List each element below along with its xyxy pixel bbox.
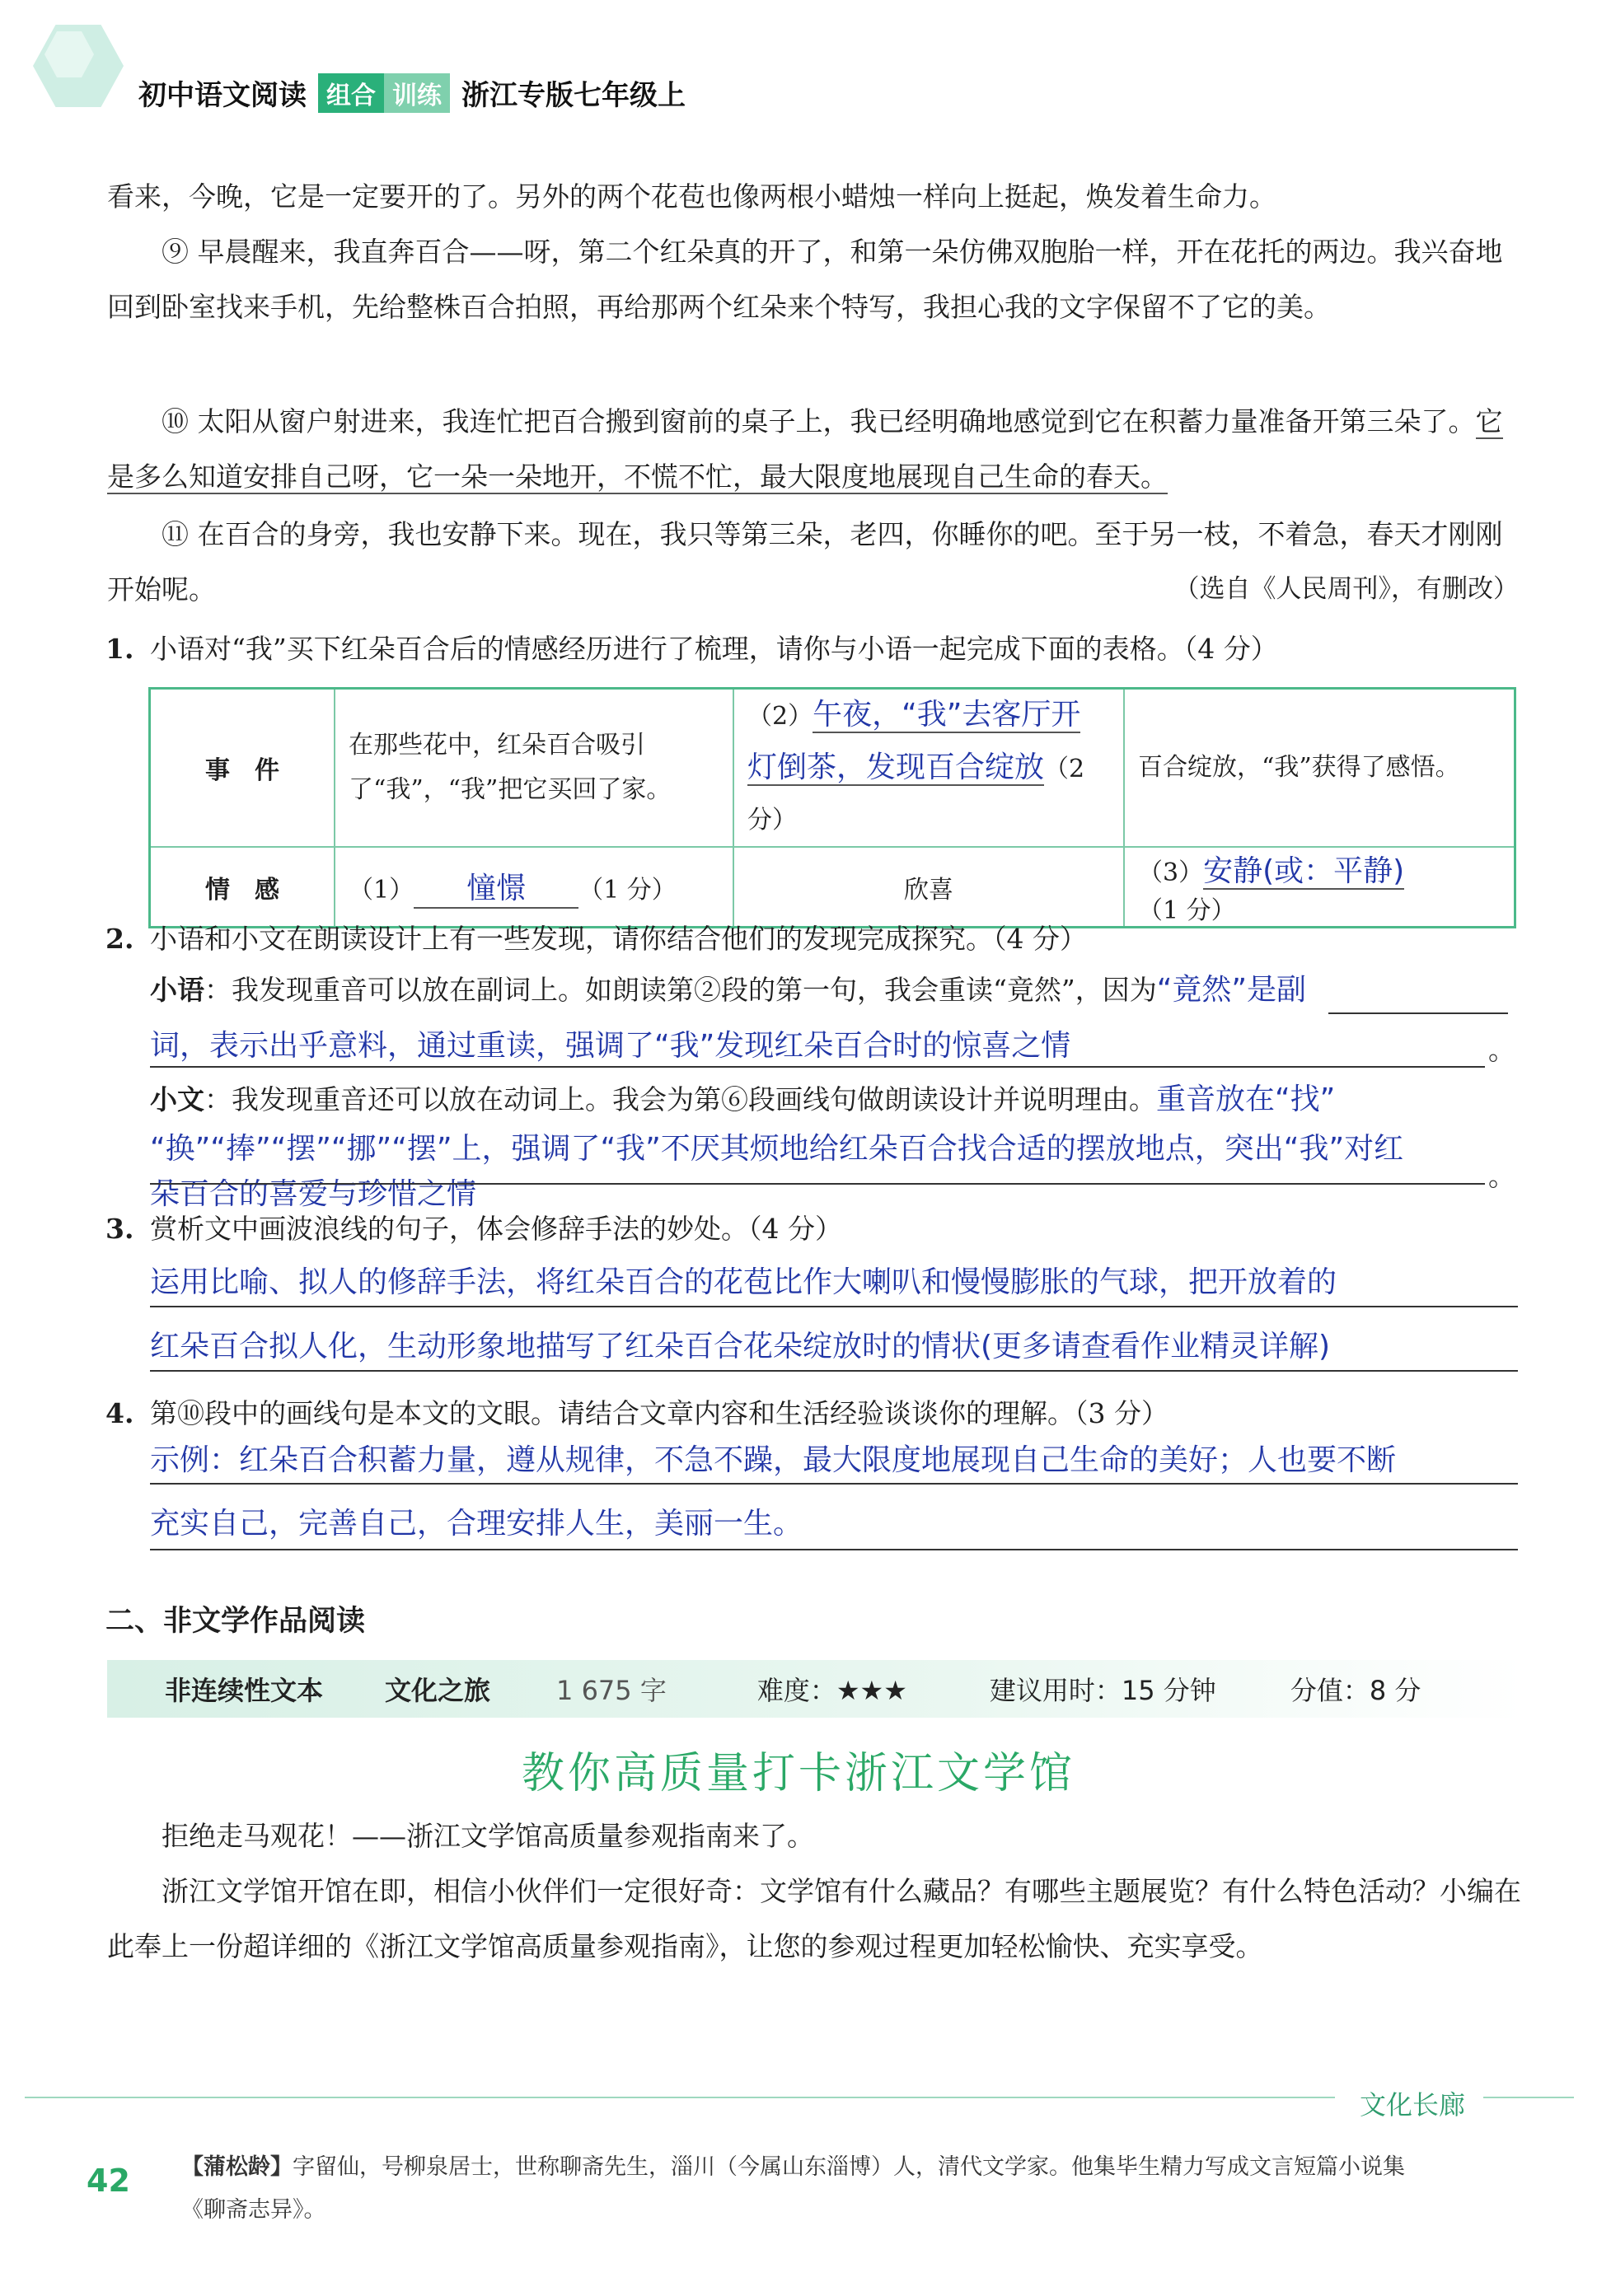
table-cell: 百合绽放，“我”获得了感悟。 (1124, 689, 1515, 848)
edition-label: 浙江专版七年级上 (461, 79, 686, 112)
table-cell: 在那些花中，红朵百合吸引了“我”，“我”把它买回了家。 (335, 689, 733, 848)
series-tag: 组合 训练 (318, 73, 450, 113)
question-text: 小语对“我”买下红朵百合后的情感经历进行了梳理，请你与小语一起完成下面的表格。（4 分） (150, 633, 1278, 665)
handwritten-answer: 运用比喻、拟人的修辞手法，将红朵百合的花苞比作大喇叭和慢慢膨胀的气球，把开放着的 (150, 1265, 1337, 1299)
passage-paragraph-10: ⑩ 太阳从窗户射进来，我连忙把百合搬到窗前的桌子上，我已经明确地感觉到它在积蓄力量准备开第三朵了。它是多么知道安排自己呀，它一朵一朵地开，不慌不忙，最大限度地展现自己生命的春天。 (107, 405, 1503, 493)
table-cell: 欣喜 (733, 847, 1124, 928)
article-paragraph: 拒绝走马观花！——浙江文学馆高质量参观指南来了。 (162, 1820, 814, 1852)
running-header (138, 72, 686, 113)
difficulty-stars: ★★★ (836, 1675, 907, 1706)
passage-paragraph-11: ⑪ 在百合的身旁，我也安静下来。现在，我只等第三朵，老四，你睡你的吧。至于另一枝，不着急，春天才刚刚开始呢。 (107, 518, 1503, 606)
question-text: 赏析文中画波浪线的句子，体会修辞手法的妙处。（4 分） (150, 1213, 842, 1245)
book-title: 初中语文阅读 (138, 79, 307, 112)
question-number: 1. (105, 633, 134, 665)
handwritten-answer: “竟然”是副 (1156, 973, 1307, 1007)
handwritten-answer: “换”“捧”“摆”“挪”“摆”上，强调了“我”不厌其烦地给红朵百合找合适的摆放地点，突出“我”对红 (150, 1132, 1404, 1166)
handwritten-answer: 午夜，“我”去客厅开灯倒茶，发现百合绽放 (747, 698, 1081, 784)
source-citation: （选自《人民周刊》，有删改） (1173, 574, 1519, 604)
article-paragraph: 浙江文学馆开馆在即，相信小伙伴们一定很好奇：文学馆有什么藏品？有哪些主题展览？有什么特色活动？小编在此奉上一份超详细的《浙江文学馆高质量参观指南》，让您的参观过程更加轻松愉快、充实享受。 (107, 1875, 1521, 1962)
question-number: 3. (105, 1213, 134, 1245)
emotion-table (148, 687, 1516, 928)
handwritten-answer: 重音放在“找” (1156, 1083, 1336, 1116)
reading-info-bar: 非连续性文本 文化之旅 1 675 字 难度：★★★ 建议用时：15 分钟 分值：8 分 (107, 1660, 1524, 1718)
handwritten-answer: 憧憬 (414, 865, 578, 909)
table-cell-answer: （1） 憧憬 （1 分） (335, 847, 733, 928)
xiaowen-line: 小文：我发现重音还可以放在动词上。我会为第⑥段画线句做朗读设计并说明理由。重音放在“找” (150, 1083, 1336, 1116)
handwritten-answer: 红朵百合拟人化，生动形象地描写了红朵百合花朵绽放时的情状(更多请查看作业精灵详解) (150, 1330, 1331, 1363)
question-text: 小语和小文在朗读设计上有一些发现，请你结合他们的发现完成探究。（4 分） (150, 923, 1087, 955)
handwritten-answer: 示例：红朵百合积蓄力量，遵从规律，不急不躁，最大限度地展现自己生命的美好；人也要不断 (150, 1443, 1397, 1477)
article-title: 教你高质量打卡浙江文学馆 (521, 1749, 1075, 1798)
handwritten-answer: 充实自己，完善自己，合理安排人生，美丽一生。 (150, 1507, 803, 1541)
handwritten-answer: 朵百合的喜爱与珍惜之情 (150, 1177, 477, 1211)
question-text: 第⑩段中的画线句是本文的文眼。请结合文章内容和生活经验谈谈你的理解。（3 分） (150, 1397, 1168, 1429)
underlined-key-sentence: 它是多么知道安排自己呀，它一朵一朵地开，不慌不忙，最大限度地展现自己生命的春天。 (107, 405, 1503, 493)
passage-paragraph-9: ⑨ 早晨醒来，我直奔百合——呀，第二个红朵真的开了，和第一朵仿佛双胞胎一样，开在花托的两边。我兴奋地回到卧室找来手机，先给整株百合拍照，再给那两个红朵来个特写，我担心我的文字保留不了它的美。 (107, 236, 1503, 323)
table-row-label: 情 感 (150, 847, 335, 928)
page-number: 42 (87, 2163, 130, 2199)
header-hexagon-decoration (33, 25, 124, 107)
author-note: 【蒲松龄】字留仙，号柳泉居士，世称聊斋先生，淄川（今属山东淄博）人，清代文学家。他集毕生精力写成文言短篇小说集《聊斋志异》。 (181, 2154, 1405, 2223)
xiaoyu-line: 小语：我发现重音可以放在副词上。如朗读第②段的第一句，我会重读“竟然”，因为“竟然”是副 (150, 973, 1307, 1007)
handwritten-answer: 安静(或：平静) (1203, 854, 1405, 888)
column-label: 文化长廊 (1360, 2089, 1466, 2121)
table-cell-answer: （3）安静(或：平静)（1 分） (1124, 847, 1515, 928)
section-heading: 二、非文学作品阅读 (105, 1605, 366, 1638)
table-row-label: 事 件 (150, 689, 335, 848)
handwritten-answer: 词，表示出乎意料，通过重读，强调了“我”发现红朵百合时的惊喜之情 (150, 1029, 1071, 1063)
table-cell-answer: （2）午夜，“我”去客厅开灯倒茶，发现百合绽放（2 分） (733, 689, 1124, 848)
question-number: 4. (105, 1397, 134, 1429)
question-number: 2. (105, 923, 134, 955)
passage-paragraph: 看来，今晚，它是一定要开的了。另外的两个花苞也像两根小蜡烛一样向上挺起，焕发着生命力。 (107, 180, 1276, 213)
